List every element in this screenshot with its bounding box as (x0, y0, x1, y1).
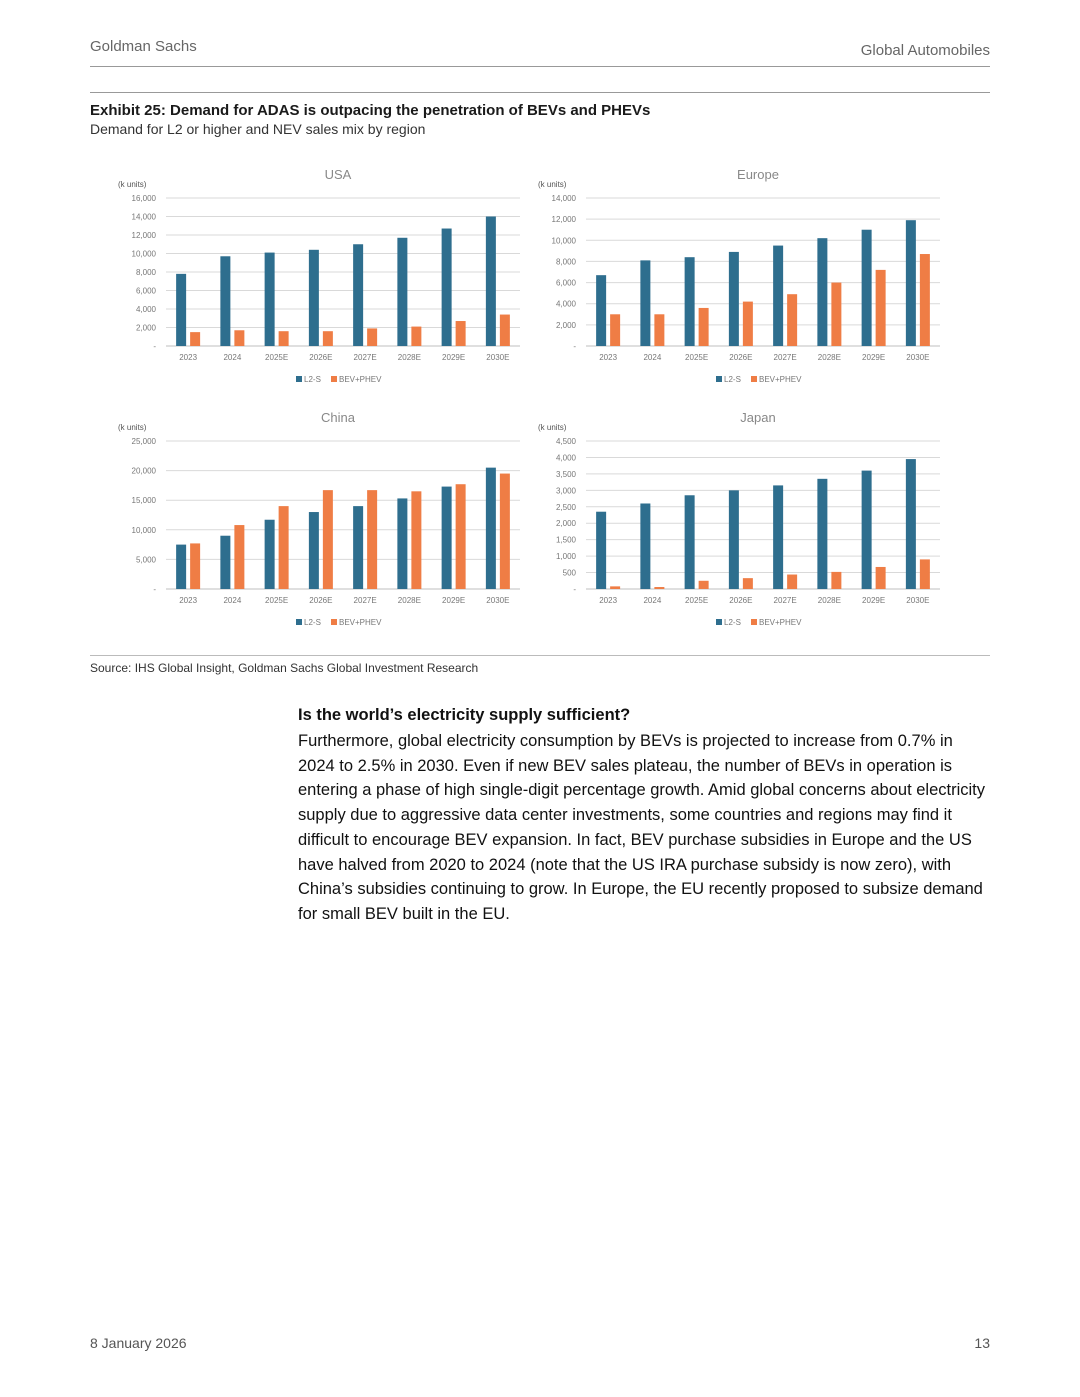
y-tick-label: 12,000 (551, 215, 576, 225)
bar-bev-phev (699, 581, 709, 589)
chart-usa (110, 160, 530, 392)
bar-l2 (397, 238, 407, 346)
bar-bev-phev (654, 587, 664, 589)
bar-l2 (309, 512, 319, 589)
y-tick-label: 10,000 (131, 249, 156, 259)
bar-bev-phev (367, 328, 377, 346)
y-tick-label: - (573, 585, 576, 594)
source-rule (90, 655, 990, 656)
x-tick-label: 2024 (643, 596, 662, 605)
bar-l2 (862, 230, 872, 346)
bar-l2 (729, 490, 739, 589)
legend-label-l2: L2-S (724, 618, 741, 627)
y-tick-label: 500 (562, 568, 576, 578)
chart-japan (530, 403, 950, 635)
x-tick-label: 2026E (729, 596, 753, 605)
y-tick-label: 14,000 (551, 194, 576, 203)
chart-china (110, 403, 530, 635)
x-tick-label: 2028E (397, 596, 421, 605)
bar-l2 (906, 220, 916, 346)
x-tick-label: 2023 (179, 353, 198, 362)
bar-bev-phev (831, 572, 841, 589)
x-tick-label: 2027E (353, 353, 377, 362)
bar-l2 (176, 545, 186, 589)
legend-label-l2: L2-S (304, 618, 321, 627)
bar-bev-phev (876, 270, 886, 346)
legend-label-l2: L2-S (724, 375, 741, 384)
legend-swatch-bev-phev (751, 376, 757, 382)
y-tick-label: 2,000 (135, 323, 156, 333)
bar-bev-phev (654, 314, 664, 346)
y-tick-label: 2,500 (555, 502, 576, 512)
y-tick-label: 4,000 (135, 305, 156, 314)
y-tick-label: 3,500 (555, 469, 576, 479)
chart-europe (530, 160, 950, 392)
bar-bev-phev (920, 559, 930, 589)
bar-bev-phev (787, 294, 797, 346)
bar-bev-phev (610, 586, 620, 589)
y-tick-label: 4,000 (555, 299, 576, 309)
legend-swatch-bev-phev (331, 619, 337, 625)
y-tick-label: 4,000 (555, 453, 576, 463)
bar-l2 (353, 506, 363, 589)
y-tick-label: 1,500 (555, 535, 576, 545)
x-tick-label: 2025E (265, 353, 289, 362)
x-tick-label: 2026E (729, 353, 753, 362)
y-tick-label: 4,500 (555, 437, 576, 446)
y-tick-label: 6,000 (555, 278, 576, 288)
bar-bev-phev (743, 578, 753, 589)
y-axis-label: (k units) (118, 423, 147, 432)
bar-l2 (176, 274, 186, 346)
y-tick-label: - (153, 342, 156, 351)
y-tick-label: - (153, 585, 156, 594)
y-tick-label: 8,000 (135, 268, 156, 277)
chart-title: Japan (740, 410, 776, 425)
footer-date: 8 January 2026 (90, 1335, 187, 1351)
legend-swatch-bev-phev (751, 619, 757, 625)
bar-bev-phev (456, 484, 466, 589)
y-tick-label: 2,000 (555, 519, 576, 529)
bar-l2 (862, 471, 872, 589)
source-note: Source: IHS Global Insight, Goldman Sachs Global Investment Research (90, 661, 479, 675)
bar-l2 (906, 459, 916, 589)
bar-l2 (486, 468, 496, 589)
bar-l2 (640, 260, 650, 346)
x-tick-label: 2025E (265, 596, 289, 605)
x-tick-label: 2029E (442, 353, 466, 362)
bar-bev-phev (367, 490, 377, 589)
bar-l2 (817, 238, 827, 346)
bar-bev-phev (323, 331, 333, 346)
x-tick-label: 2027E (773, 353, 797, 362)
y-axis-label: (k units) (538, 423, 567, 432)
bar-l2 (265, 253, 275, 346)
bar-bev-phev (279, 506, 289, 589)
x-tick-label: 2025E (685, 353, 709, 362)
legend-label-bev-phev: BEV+PHEV (759, 375, 802, 384)
bar-l2 (486, 217, 496, 347)
bar-l2 (442, 487, 452, 589)
bar-bev-phev (234, 525, 244, 589)
x-tick-label: 2024 (223, 353, 242, 362)
y-tick-label: 1,000 (555, 552, 576, 562)
x-tick-label: 2023 (599, 353, 618, 362)
legend-label-bev-phev: BEV+PHEV (759, 618, 802, 627)
y-tick-label: 5,000 (135, 555, 156, 565)
bar-l2 (640, 503, 650, 589)
bar-l2 (729, 252, 739, 346)
chart-title: China (321, 410, 355, 425)
bar-l2 (773, 246, 783, 346)
y-tick-label: 12,000 (131, 231, 156, 240)
bar-l2 (353, 244, 363, 346)
y-tick-label: 15,000 (131, 496, 156, 506)
legend-label-bev-phev: BEV+PHEV (339, 618, 382, 627)
bar-bev-phev (234, 330, 244, 346)
bar-bev-phev (190, 543, 200, 589)
y-axis-label: (k units) (538, 180, 567, 189)
x-tick-label: 2027E (353, 596, 377, 605)
x-tick-label: 2028E (817, 353, 841, 362)
bar-l2 (220, 536, 230, 589)
legend-swatch-l2 (716, 376, 722, 382)
x-tick-label: 2024 (643, 353, 662, 362)
x-tick-label: 2025E (685, 596, 709, 605)
y-tick-label: 6,000 (135, 286, 156, 296)
exhibit-subtitle: Demand for L2 or higher and NEV sales mix by region (90, 121, 426, 137)
bar-l2 (220, 256, 230, 346)
bar-bev-phev (500, 474, 510, 589)
bar-l2 (397, 498, 407, 589)
y-tick-label: 8,000 (555, 257, 576, 267)
legend-swatch-l2 (716, 619, 722, 625)
y-tick-label: - (573, 342, 576, 351)
x-tick-label: 2023 (179, 596, 198, 605)
legend-swatch-l2 (296, 619, 302, 625)
y-tick-label: 16,000 (131, 194, 156, 203)
bar-bev-phev (699, 308, 709, 346)
bar-bev-phev (831, 283, 841, 346)
bar-bev-phev (411, 491, 421, 589)
chart-title: USA (324, 167, 352, 182)
exhibit-rule (90, 92, 990, 93)
bar-l2 (442, 229, 452, 346)
x-tick-label: 2029E (442, 596, 466, 605)
legend-label-bev-phev: BEV+PHEV (339, 375, 382, 384)
chart-title: Europe (737, 167, 779, 182)
y-axis-label: (k units) (118, 180, 147, 189)
x-tick-label: 2030E (486, 353, 510, 362)
x-tick-label: 2028E (397, 353, 421, 362)
x-tick-label: 2030E (486, 596, 510, 605)
header-brand: Goldman Sachs (90, 38, 197, 55)
x-tick-label: 2027E (773, 596, 797, 605)
bar-l2 (265, 520, 275, 589)
x-tick-label: 2026E (309, 353, 333, 362)
bar-bev-phev (456, 321, 466, 346)
x-tick-label: 2030E (906, 596, 930, 605)
bar-bev-phev (787, 575, 797, 589)
bar-bev-phev (279, 331, 289, 346)
header-rule (90, 66, 990, 67)
bar-l2 (309, 250, 319, 346)
legend-label-l2: L2-S (304, 375, 321, 384)
y-tick-label: 14,000 (131, 212, 156, 222)
x-tick-label: 2030E (906, 353, 930, 362)
x-tick-label: 2024 (223, 596, 242, 605)
legend-swatch-l2 (296, 376, 302, 382)
bar-bev-phev (190, 332, 200, 346)
bar-bev-phev (411, 327, 421, 346)
body-paragraph: Furthermore, global electricity consumption by BEVs is projected to increase from 0.7% in 2024 to 2.5% in 2030. Even if new BEV sales plateau, the number of BEVs in operation is entering a phase of high single-digit percentage growth. Amid global concerns about electricity supply due to aggressive data center investments, some countries and regions may find it difficult to encourage BEV expansion. In fact, BEV purchase subsidies in Europe and the US have halved from 2020 to 2024 (note that the US IRA purchase subsidy is now zero), with China’s subsidies continuing to grow. In Europe, the EU recently proposed to subsize demand for small BEV built in the EU. (298, 732, 985, 923)
page-number: 13 (974, 1335, 990, 1351)
bar-l2 (685, 495, 695, 589)
bar-l2 (817, 479, 827, 589)
exhibit-title: Exhibit 25: Demand for ADAS is outpacing the penetration of BEVs and PHEVs (90, 102, 651, 119)
bar-bev-phev (500, 315, 510, 346)
x-tick-label: 2029E (862, 596, 886, 605)
bar-bev-phev (743, 302, 753, 346)
y-tick-label: 20,000 (131, 466, 156, 476)
bar-l2 (773, 485, 783, 589)
section-heading: Is the world’s electricity supply sufficient? (298, 706, 631, 724)
x-tick-label: 2028E (817, 596, 841, 605)
y-tick-label: 2,000 (555, 320, 576, 330)
bar-bev-phev (323, 490, 333, 589)
bar-bev-phev (610, 314, 620, 346)
y-tick-label: 3,000 (555, 486, 576, 496)
legend-swatch-bev-phev (331, 376, 337, 382)
bar-bev-phev (876, 567, 886, 589)
x-tick-label: 2029E (862, 353, 886, 362)
bar-l2 (596, 512, 606, 589)
bar-bev-phev (920, 254, 930, 346)
bar-l2 (596, 275, 606, 346)
x-tick-label: 2023 (599, 596, 618, 605)
y-tick-label: 10,000 (131, 525, 156, 535)
x-tick-label: 2026E (309, 596, 333, 605)
y-tick-label: 10,000 (551, 236, 576, 246)
bar-l2 (685, 257, 695, 346)
header-section: Global Automobiles (860, 42, 990, 59)
y-tick-label: 25,000 (131, 437, 156, 446)
